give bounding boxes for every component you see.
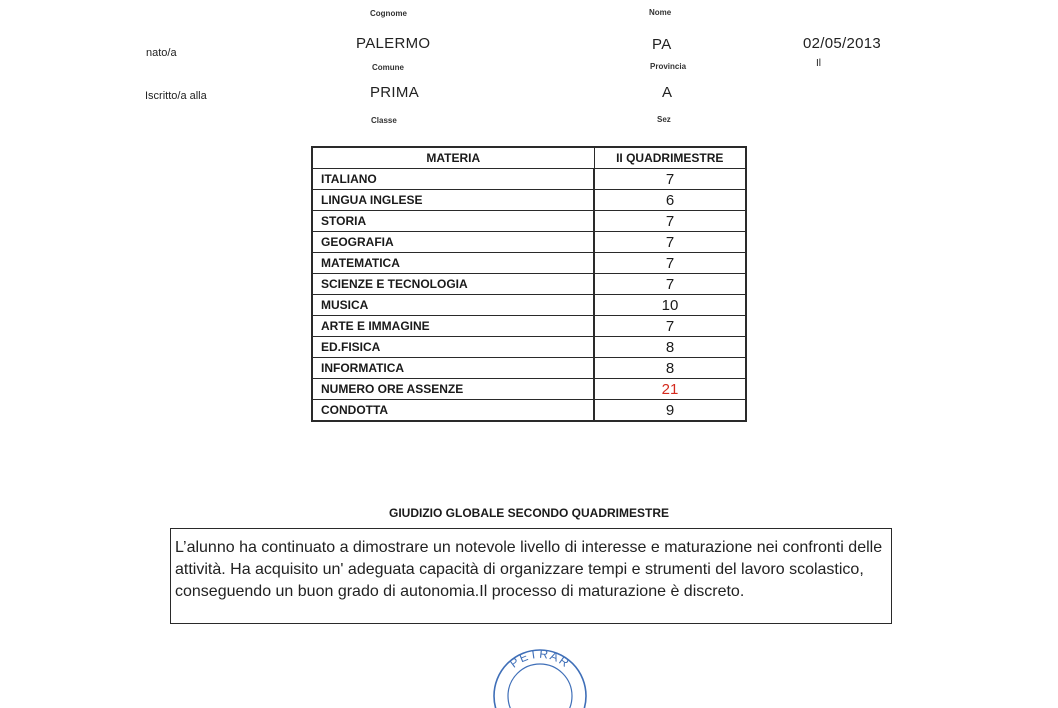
grade-cell: 9 <box>594 400 746 422</box>
table-row <box>312 232 746 253</box>
enrolled-label: Iscritto/a alla <box>145 90 207 102</box>
grade-cell: 7 <box>594 274 746 295</box>
subject-cell: CONDOTTA <box>312 400 594 422</box>
table-row <box>312 358 746 379</box>
header-quadrimestre: II QUADRIMESTRE <box>594 147 746 169</box>
section-value: A <box>662 84 673 101</box>
born-label: nato/a <box>146 47 177 59</box>
header-materia: MATERIA <box>312 147 594 169</box>
provincia-caption: Provincia <box>650 62 687 71</box>
subject-cell: SCIENZE E TECNOLOGIA <box>312 274 594 295</box>
subject-cell: STORIA <box>312 211 594 232</box>
grade-cell: 6 <box>594 190 746 211</box>
grade-cell: 7 <box>594 211 746 232</box>
birth-date: 02/05/2013 <box>803 35 882 52</box>
subject-cell: INFORMATICA <box>312 358 594 379</box>
table-header-row <box>312 147 746 169</box>
subject-cell: ITALIANO <box>312 169 594 190</box>
class-value: PRIMA <box>370 84 420 101</box>
table-row <box>312 400 746 422</box>
table-row <box>312 253 746 274</box>
subject-cell: ARTE E IMMAGINE <box>312 316 594 337</box>
table-row <box>312 274 746 295</box>
birth-city: PALERMO <box>356 35 431 52</box>
judgement-title: GIUDIZIO GLOBALE SECONDO QUADRIMESTRE <box>388 506 669 520</box>
grade-cell: 7 <box>594 232 746 253</box>
cognome-caption: Cognome <box>370 9 407 18</box>
grade-cell: 8 <box>594 358 746 379</box>
stamp-inner-ring <box>508 664 572 708</box>
grade-cell: 7 <box>594 253 746 274</box>
grade-cell: 21 <box>594 379 746 400</box>
grade-cell: 8 <box>594 337 746 358</box>
grades-table <box>311 146 747 422</box>
table-row <box>312 316 746 337</box>
subject-cell: MUSICA <box>312 295 594 316</box>
subject-cell: LINGUA INGLESE <box>312 190 594 211</box>
grade-cell: 10 <box>594 295 746 316</box>
classe-caption: Classe <box>371 116 397 125</box>
subject-cell: NUMERO ORE ASSENZE <box>312 379 594 400</box>
birth-province: PA <box>652 36 672 53</box>
table-row <box>312 295 746 316</box>
subject-cell: MATEMATICA <box>312 253 594 274</box>
sez-caption: Sez <box>657 115 671 124</box>
grade-cell: 7 <box>594 316 746 337</box>
nome-caption: Nome <box>649 8 672 17</box>
subject-cell: ED.FISICA <box>312 337 594 358</box>
judgement-text: L’alunno ha continuato a dimostrare un notevole livello di interesse e maturazione nei confronti delle attività. Ha acquisito un' adeguata capacità di organizzare tempi e strumenti del lavoro scolastico, conseguendo un buon grado di autonomia.Il processo di maturazione è discreto. <box>170 528 892 624</box>
stamp-text: PETRAR <box>507 648 573 671</box>
table-row <box>312 211 746 232</box>
school-stamp <box>488 648 592 708</box>
table-row <box>312 190 746 211</box>
table-row <box>312 379 746 400</box>
table-row <box>312 169 746 190</box>
subject-cell: GEOGRAFIA <box>312 232 594 253</box>
table-row <box>312 337 746 358</box>
comune-caption: Comune <box>372 63 404 72</box>
grade-cell: 7 <box>594 169 746 190</box>
stray-mark: Il <box>816 58 821 69</box>
